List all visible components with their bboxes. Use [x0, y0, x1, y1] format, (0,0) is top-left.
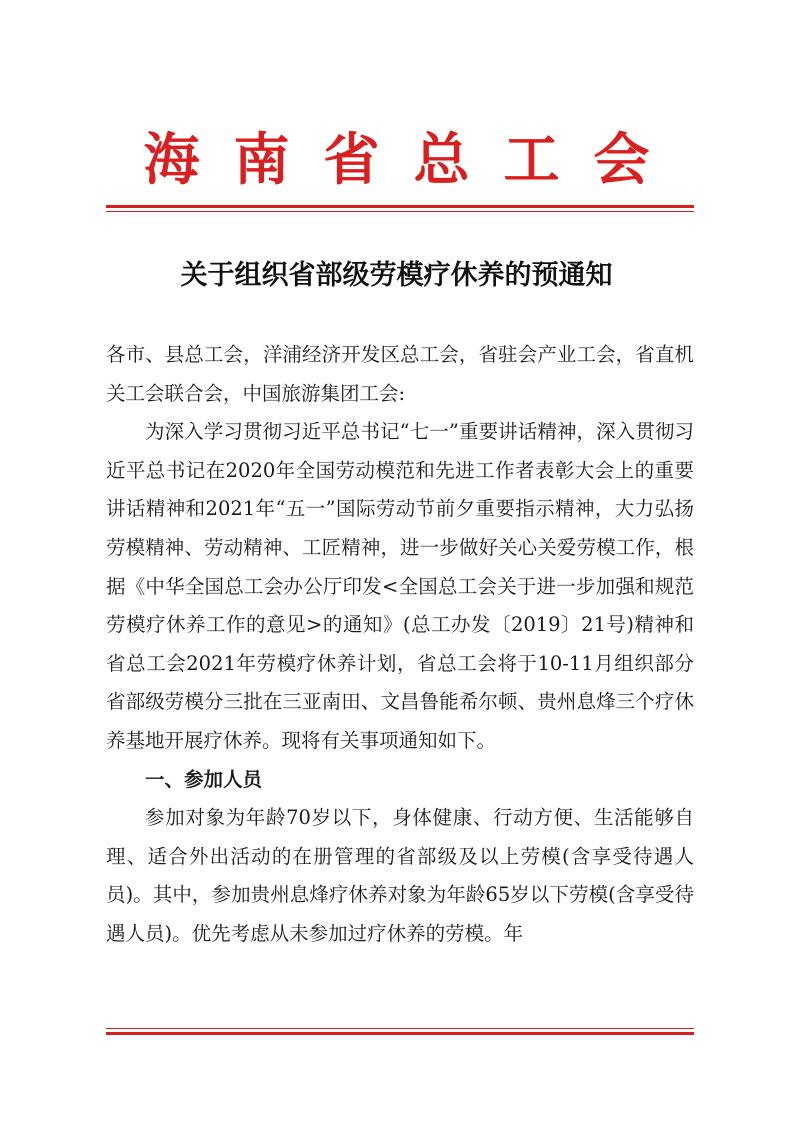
section-1-paragraph: 参加对象为年龄70岁以下，身体健康、行动方便、生活能够自理、适合外出活动的在册管理的省部级及以上劳模(含享受待遇人员)。其中，参加贵州息烽疗休养对象为年龄65岁以下劳模(含享受待遇人员)。优先考虑从未参加过疗休养的劳模。年	[106, 806, 694, 945]
intro-paragraph: 为深入学习贯彻习近平总书记“七一”重要讲话精神，深入贯彻习近平总书记在2020年全国劳动模范和先进工作者表彰大会上的重要讲话精神和2021年“五一”国际劳动节前夕重要指示精神，大力弘扬劳模精神、劳动精神、工匠精神，进一步做好关心关爱劳模工作，根据《中华全国总工会办公厅印发<全国总工会关于进一步加强和规范劳模疗休养工作的意见>的通知》(总工办发〔2019〕21号)精神和省总工会2021年劳模疗休养计划，省总工会将于10-11月组织部分省部级劳模分三批在三亚南田、文昌鲁能希尔顿、贵州息烽三个疗休养基地开展疗休养。现将有关事项通知如下。	[106, 420, 694, 752]
letterhead-rule-thick	[106, 205, 694, 208]
footer-rule-thin	[106, 1028, 694, 1029]
document-body	[106, 336, 694, 954]
letterhead-org-name: 海南省总工会	[143, 127, 684, 193]
letterhead-rule-thin	[106, 211, 694, 212]
document-title: 关于组织省部级劳模疗休养的预通知	[180, 260, 613, 291]
addressee-paragraph: 各市、县总工会，洋浦经济开发区总工会，省驻会产业工会，省直机关工会联合会，中国旅游集团工会:	[106, 343, 694, 405]
footer-rule-thick	[106, 1032, 694, 1035]
section-1-heading: 一、参加人员	[145, 767, 263, 791]
